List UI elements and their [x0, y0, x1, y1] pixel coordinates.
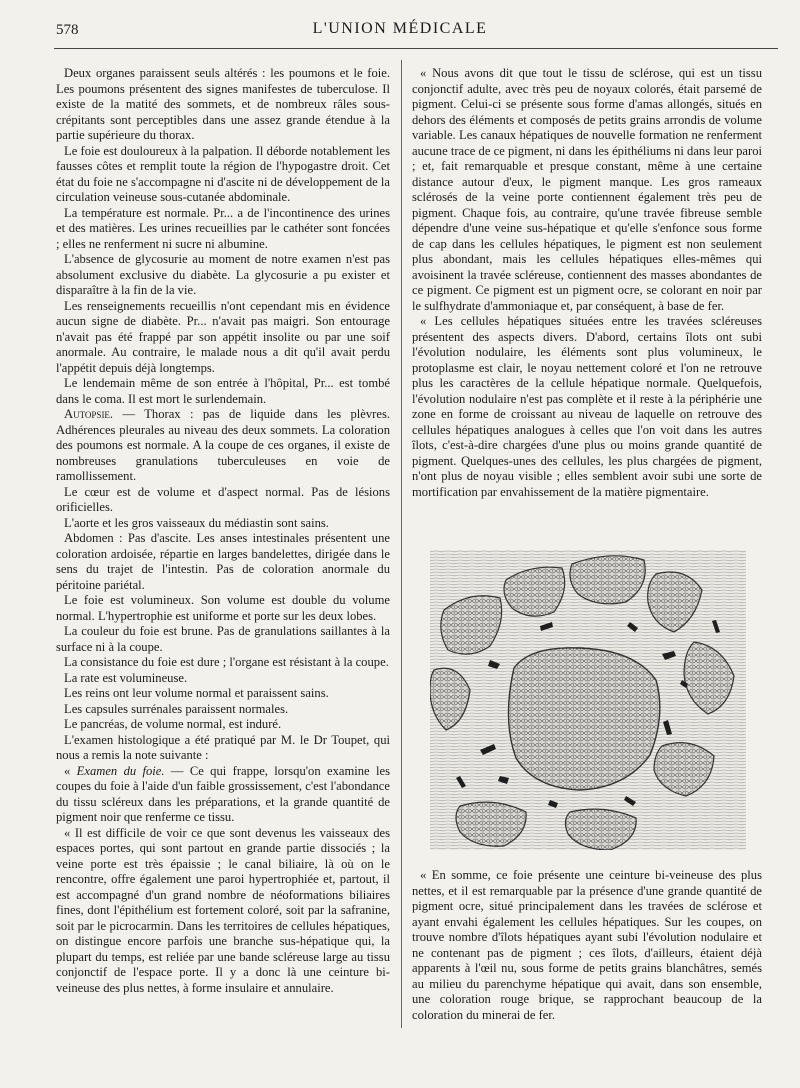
running-title: L'UNION MÉDICALE	[312, 20, 488, 37]
paragraph: Le lendemain même de son entrée à l'hôpital, Pr... est tombé dans le coma. Il est mort le surlendemain.	[56, 376, 390, 406]
paragraph: Le foie est volumineux. Son volume est double du volume normal. L'hypertrophie est uniforme et porte sur les deux lobes.	[56, 593, 390, 623]
paragraph: Les capsules surrénales paraissent normales.	[64, 701, 289, 716]
paragraph: « En somme, ce foie présente une ceinture bi-veineuse des plus nettes, et il est remarquable par la présence d'une grande quantité de pigment ocre, situé principalement dans les travées de sclérose et ayant envahi également les cellules hépatiques. Sur les coupes, on trouve nombre d'îlots hépatiques ayant subi l'évolution nodulaire et ne contenant pas de pigment ; ces îlots, d'ailleurs, étaient déjà apparents à l'œil nu, sous forme de petits grains blanchâtres, semés au milieu du parenchyme hépatique qui avait, dans son ensemble, une coloration rouge brique, se rapprochant beaucoup de la coloration du minerai de fer.	[412, 868, 762, 1022]
paragraph: Deux organes paraissent seuls altérés : les poumons et le foie. Les poumons présentent des signes manifestes de tuberculose. Il existe de la matité des sommets, et de nombreux râles sous-crépitants sont perceptibles dans une assez grande étendue à la partie supérieure du thorax.	[56, 66, 390, 142]
autopsy-paragraph	[56, 407, 390, 485]
paragraph: Les reins ont leur volume normal et paraissent sains.	[64, 686, 329, 700]
paragraph: L'aorte et les gros vaisseaux du médiastin sont sains.	[64, 515, 329, 530]
paragraph: Le cœur est de volume et d'aspect normal. Pas de lésions orificielles.	[56, 484, 390, 514]
exam-heading: Examen du foie.	[76, 763, 165, 778]
header-rule	[54, 48, 778, 49]
paragraph: L'absence de glycosurie au moment de notre examen n'est pas absolument exclusive du diabète. La glycosurie a pu exister et disparaître à la fin de la vie.	[56, 252, 390, 297]
autopsy-text: — Thorax : pas de liquide dans les plèvres. Adhérences pleurales au niveau des deux sommets. La coloration des poumons est normale. A la coupe de ces organes, il existe de nombreuses granulations tuberculeuses en voie de ramollissement.	[56, 407, 390, 483]
exam-paragraph	[56, 764, 390, 826]
paragraph: La consistance du foie est dure ; l'organe est résistant à la coupe.	[64, 655, 389, 669]
paragraph: « Les cellules hépatiques situées entre les travées scléreuses présentent des aspects divers. D'abord, certains îlots ont subi l'évolution nodulaire, les éléments sont plus volumineux, le protoplasme est clair, le noyau nettement coloré et l'on ne retrouve plus les caractères de la cellule hépatique normale. Quelquefois, l'évolution nodulaire n'est pas complète et il reste à la périphérie une zone en forme de croissant au niveau de laquelle on retrouve des cellules hépatiques analogues à celles que l'on voit dans les autres îlots, c'est-à-dire chargées d'une plus ou moins grande quantité de pigment. Quelques-unes des cellules, les plus chargées de pigment, n'ont plus de noyau visible ; elles semblent avoir subi une sorte de mortification par envahissement de la matière pigmentaire.	[412, 314, 762, 499]
paragraph: La température est normale. Pr... a de l'incontinence des urines et des matières. Les urines recueillies par le cathéter sont foncées ; elles ne renferment ni sucre ni albumine.	[56, 205, 390, 251]
right-column-top	[412, 66, 762, 500]
paragraph: Le foie est douloureux à la palpation. Il déborde notablement les fausses côtes et remplit toute la région de l'hypogastre droit. Cet état du foie ne s'accompagne ni d'ascite ni de développement de la circulation veineuse sous-cutanée abdominale.	[56, 143, 390, 204]
left-column	[56, 66, 390, 996]
central-nodule	[508, 648, 659, 790]
page-number: 578	[56, 22, 79, 38]
quote-mark: «	[64, 763, 77, 778]
paragraph: Abdomen : Pas d'ascite. Les anses intestinales présentent une coloration ardoisée, répartie en larges bandelettes, dirigée dans le sens du trajet de l'intestin. Pas de coloration anormale du péritoine pariétal.	[56, 531, 390, 592]
paragraph: « Nous avons dit que tout le tissu de sclérose, qui est un tissu conjonctif adulte, avec très peu de noyaux colorés, était parsemé de pigment. Celui-ci se présente sous forme d'amas allongés, situés en dehors des éléments et composés de petits grains arrondis de volume variable. Les canaux hépatiques de nouvelle formation ne renferment aucune trace de ce pigment, ni dans les épithéliums ni dans leur paroi ; et, fait remarquable et presque constant, même à une certaine distance autour d'eux, le pigment manque. Les gros rameaux sclérosés de la veine porte contiennent également très peu de pigment. Chaque fois, au contraire, qu'une travée fibreuse semble dépendre d'une veine sus-hépatique et qu'elle s'enfonce sous forme de cap dans les cellules hépatiques, le pigment est non seulement plus abondant, mais les cellules hépatiques elles-mêmes qui avoisinent la travée scléreuse, contiennent des masses abondantes de ce pigment. Ce pigment est un pigment ocre, se colorant en noir par le sulfhydrate d'ammoniaque et, par conséquent, à base de fer.	[412, 66, 762, 313]
paragraph: Le pancréas, de volume normal, est induré.	[64, 717, 282, 731]
exam-text: — Ce qui frappe, lorsqu'on examine les coupes du foie à l'aide d'un faible grossissement, c'est l'abondance du tissu scléreux dans les préparations, et la grande quantité de pigment noir que renferme ce tissu.	[56, 763, 390, 824]
paragraph: Les renseignements recueillis n'ont cependant mis en évidence aucun signe de diabète. Pr... n'avait pas maigri. Son entourage n'avait pas été frappé par son appétit insolite ou par une soif anormale. Au contraire, le malade nous a dit qu'il avait perdu l'appétit depuis déjà longtemps.	[56, 298, 390, 375]
paragraph: La rate est volumineuse.	[64, 670, 188, 685]
paragraph: « Il est difficile de voir ce que sont devenus les vaisseaux des espaces portes, qui sont partout en grande partie dissociés ; la veine porte est très épaissie ; le canal biliaire, là où on le rencontre, offre également une paroi hypertrophiée et, partout, il est accompagné d'un grand nombre de néoformations biliaires fines, dont l'épithélium est fortement coloré, soit par la safranine, soit par le picrocarmin. Dans les territoires de cellules hépatiques, on distingue encore parfois une branche sus-hépatique qui, la plupart du temps, est reliée par une bande scléreuse large au tissu conjonctif de l'espace porte. Il y a donc là une ceinture bi-veineuse des plus nettes, à forme insulaire et annulaire.	[56, 825, 390, 995]
paragraph: La couleur du foie est brune. Pas de granulations saillantes à la surface ni à la coupe.	[56, 624, 390, 654]
autopsy-label: Autopsie.	[64, 407, 114, 421]
right-column-bottom	[412, 868, 762, 1023]
column-divider	[401, 60, 402, 1028]
liver-histology-figure	[430, 550, 746, 850]
paragraph: L'examen histologique a été pratiqué par M. le Dr Toupet, qui nous a remis la note suivante :	[56, 732, 390, 762]
page-header	[0, 0, 800, 52]
